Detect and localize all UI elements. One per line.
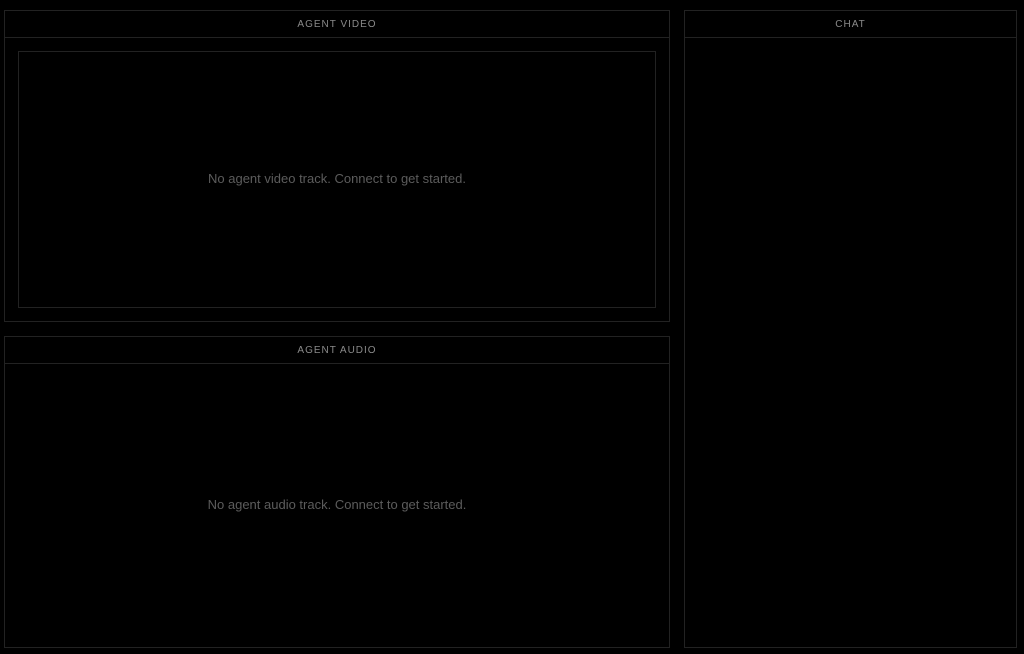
agent-video-header xyxy=(5,11,669,38)
agent-video-title: AGENT VIDEO xyxy=(297,18,377,30)
agent-audio-placeholder: No agent audio track. Connect to get started. xyxy=(207,497,467,512)
agent-audio-body xyxy=(5,364,669,647)
chat-title: CHAT xyxy=(835,18,866,30)
agent-video-frame xyxy=(18,51,656,308)
agent-video-placeholder: No agent video track. Connect to get started. xyxy=(208,171,466,186)
agent-audio-header xyxy=(5,337,669,364)
chat-header xyxy=(685,11,1016,38)
agent-video-panel xyxy=(4,10,670,322)
chat-message-area[interactable] xyxy=(685,38,1016,647)
agent-audio-title: AGENT AUDIO xyxy=(297,344,377,356)
agent-audio-panel xyxy=(4,336,670,648)
chat-panel xyxy=(684,10,1017,648)
